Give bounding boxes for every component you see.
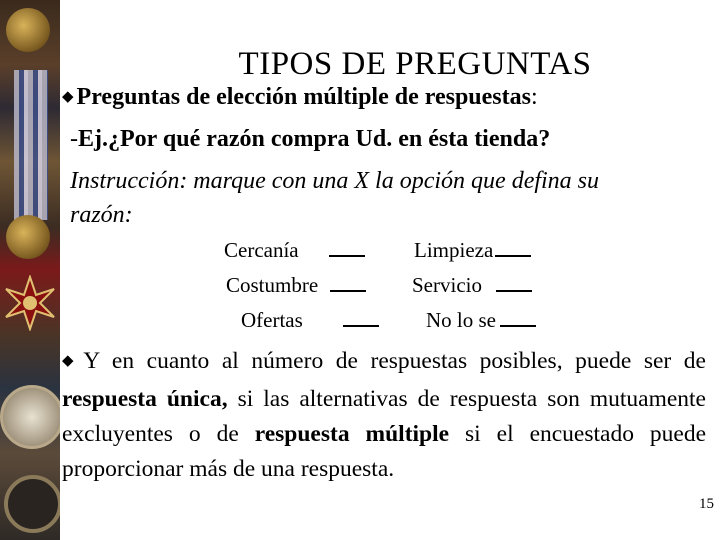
page-number: 15 <box>699 496 714 512</box>
option-limpieza <box>414 238 531 263</box>
para-text-1: Y en cuanto al número de respuestas posibles, puede ser de <box>83 348 706 374</box>
bullet-colon: : <box>530 84 538 110</box>
answer-blank <box>343 321 379 327</box>
option-label: Servicio <box>412 273 482 297</box>
compass-image <box>0 385 60 449</box>
option-label: Ofertas <box>241 308 303 332</box>
option-label: No lo se <box>426 308 496 332</box>
option-ofertas <box>241 308 379 333</box>
option-label: Costumbre <box>226 273 319 297</box>
diamond-bullet-icon: ◆ <box>62 353 81 369</box>
cross-medal-image <box>2 275 58 331</box>
example-question <box>70 126 550 153</box>
example-text: Ej.¿Por qué razón compra Ud. en ésta tienda? <box>78 126 551 152</box>
ring-image <box>4 475 60 533</box>
instruction-line-1: Instrucción: marque con una X la opción que defina su <box>70 168 600 194</box>
option-costumbre <box>226 273 366 298</box>
answer-blank <box>496 286 532 292</box>
option-cercania <box>224 238 365 263</box>
answer-blank <box>500 321 536 327</box>
option-label: Cercanía <box>224 238 299 262</box>
option-servicio <box>412 273 532 298</box>
option-label: Limpieza <box>414 238 494 262</box>
brass-button-image <box>6 215 50 259</box>
instruction-line-2: razón: <box>70 202 133 228</box>
answer-blank <box>330 286 366 292</box>
para-bold-unica: respuesta única, <box>62 386 228 412</box>
diamond-bullet-icon: ◆ <box>62 89 74 105</box>
bullet-heading: Preguntas de elección múltiple de respuestas <box>76 84 531 110</box>
medal-ribbon-image <box>14 70 48 220</box>
example-dash: - <box>70 126 78 152</box>
slide-title: TIPOS DE PREGUNTAS <box>238 46 592 82</box>
option-no-lo-se <box>426 308 536 333</box>
answer-blank <box>329 251 365 257</box>
para-bold-multiple: respuesta múltiple <box>254 421 450 447</box>
bullet-response-count <box>62 344 706 487</box>
decorative-image-strip <box>0 0 60 540</box>
para-text-3: si el encuestado puede proporcionar más de una respuesta. <box>62 421 707 482</box>
para-text-2: si las alternativas de respuesta son mutuamente excluyentes o de <box>62 386 706 447</box>
brass-button-image <box>6 8 50 52</box>
bullet-multiple-choice <box>62 84 538 111</box>
answer-blank <box>495 251 531 257</box>
